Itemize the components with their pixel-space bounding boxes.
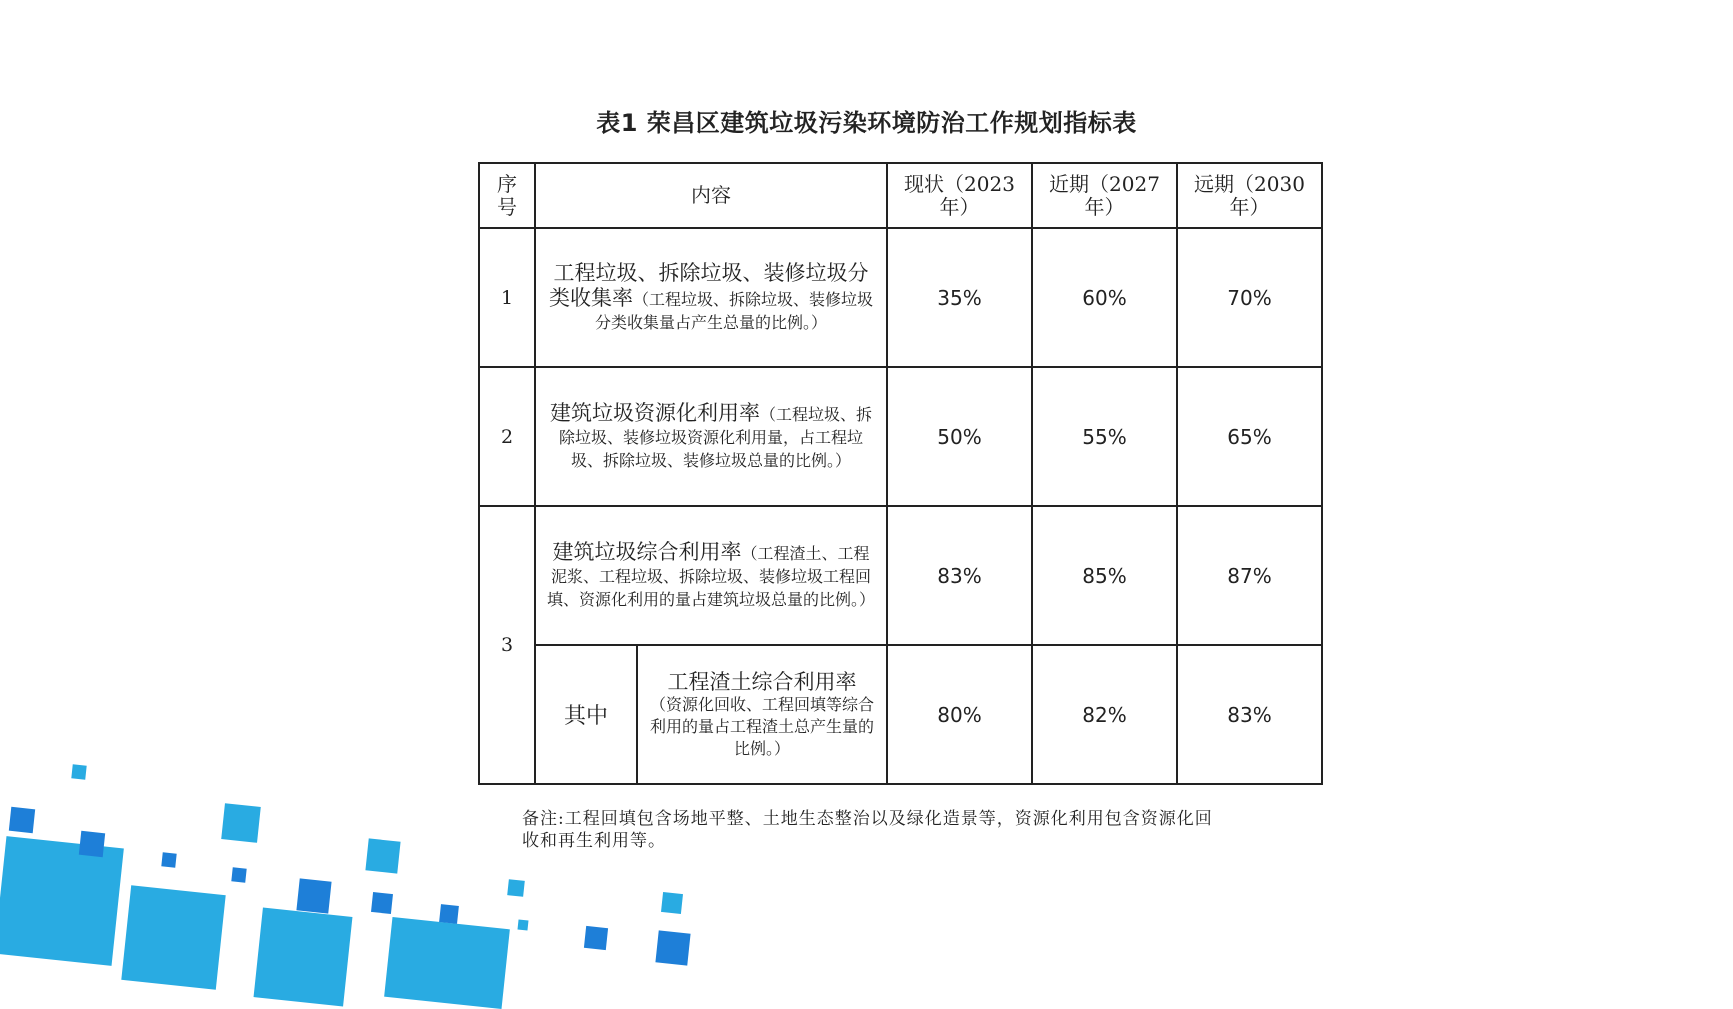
row-content (535, 506, 887, 645)
row-content (535, 228, 887, 367)
header-far: 远期（2030年） (1177, 163, 1322, 228)
row-far-value: 87% (1177, 506, 1322, 645)
row-near-value: 85% (1032, 506, 1177, 645)
decor-square (254, 908, 353, 1007)
table-sub-row (479, 645, 1322, 784)
row-far-value: 70% (1177, 228, 1322, 367)
decor-square (371, 892, 393, 914)
sub-row-current-value: 80% (887, 645, 1032, 784)
sub-row-label: 其中 (535, 645, 637, 784)
decor-square (9, 807, 35, 833)
row-content-note: （工程垃圾、拆除垃圾、装修垃圾资源化利用量，占工程垃圾、拆除垃圾、装修垃圾总量的比例。） (558, 405, 872, 470)
row-content (535, 367, 887, 506)
row-current-value: 83% (887, 506, 1032, 645)
table-header-row (479, 163, 1322, 228)
table-row (479, 367, 1322, 506)
decor-square (661, 892, 683, 914)
decor-square (507, 879, 525, 897)
row-seq: 3 (479, 506, 535, 784)
decor-square (365, 838, 400, 873)
decor-square (384, 917, 510, 1009)
row-current-value: 50% (887, 367, 1032, 506)
footnote: 备注:工程回填包含场地平整、土地生态整治以及绿化造景等，资源化利用包含资源化回收和再生利用等。 (522, 809, 1213, 851)
table-title: 表1 荣昌区建筑垃圾污染环境防治工作规划指标表 (596, 109, 1137, 137)
decor-square (121, 885, 225, 989)
decor-square (584, 926, 608, 950)
header-seq: 序号 (479, 163, 535, 228)
row-current-value: 35% (887, 228, 1032, 367)
row-seq: 1 (479, 228, 535, 367)
row-far-value: 65% (1177, 367, 1322, 506)
row-near-value: 60% (1032, 228, 1177, 367)
decor-square (221, 803, 261, 843)
sub-row-near-value: 82% (1032, 645, 1177, 784)
sub-row-far-value: 83% (1177, 645, 1322, 784)
row-seq: 2 (479, 367, 535, 506)
decor-square (0, 836, 124, 966)
header-content: 内容 (535, 163, 887, 228)
row-content-main: 建筑垃圾资源化利用率 (549, 401, 760, 425)
decor-square (439, 904, 459, 924)
row-content-note: （工程垃圾、拆除垃圾、装修垃圾分类收集量占产生总量的比例。） (594, 290, 873, 332)
decor-square (655, 930, 690, 965)
table-row (479, 506, 1322, 645)
row-content-main: 建筑垃圾综合利用率 (552, 540, 742, 564)
decor-square (161, 852, 176, 867)
row-near-value: 55% (1032, 367, 1177, 506)
header-near: 近期（2027年） (1032, 163, 1177, 228)
decor-square (79, 831, 105, 857)
decor-square (71, 764, 86, 779)
decor-square (231, 867, 246, 882)
indicator-table (478, 162, 1323, 785)
table-row (479, 228, 1322, 367)
header-current: 现状（2023年） (887, 163, 1032, 228)
row-content-main: 工程垃圾、拆除垃圾、装修垃圾分类收集率 (548, 261, 869, 310)
sub-row-content (637, 645, 887, 784)
decor-square (296, 878, 331, 913)
decor-square (518, 920, 529, 931)
row-content-note: （工程渣土、工程泥浆、工程垃圾、拆除垃圾、装修垃圾工程回填、资源化利用的量占建筑垃圾总量的比例。） (546, 544, 875, 609)
sub-row-content-note: （资源化回收、工程回填等综合利用的量占工程渣土总产生量的比例。） (649, 694, 874, 758)
sub-row-content-main: 工程渣土综合利用率 (667, 669, 857, 694)
